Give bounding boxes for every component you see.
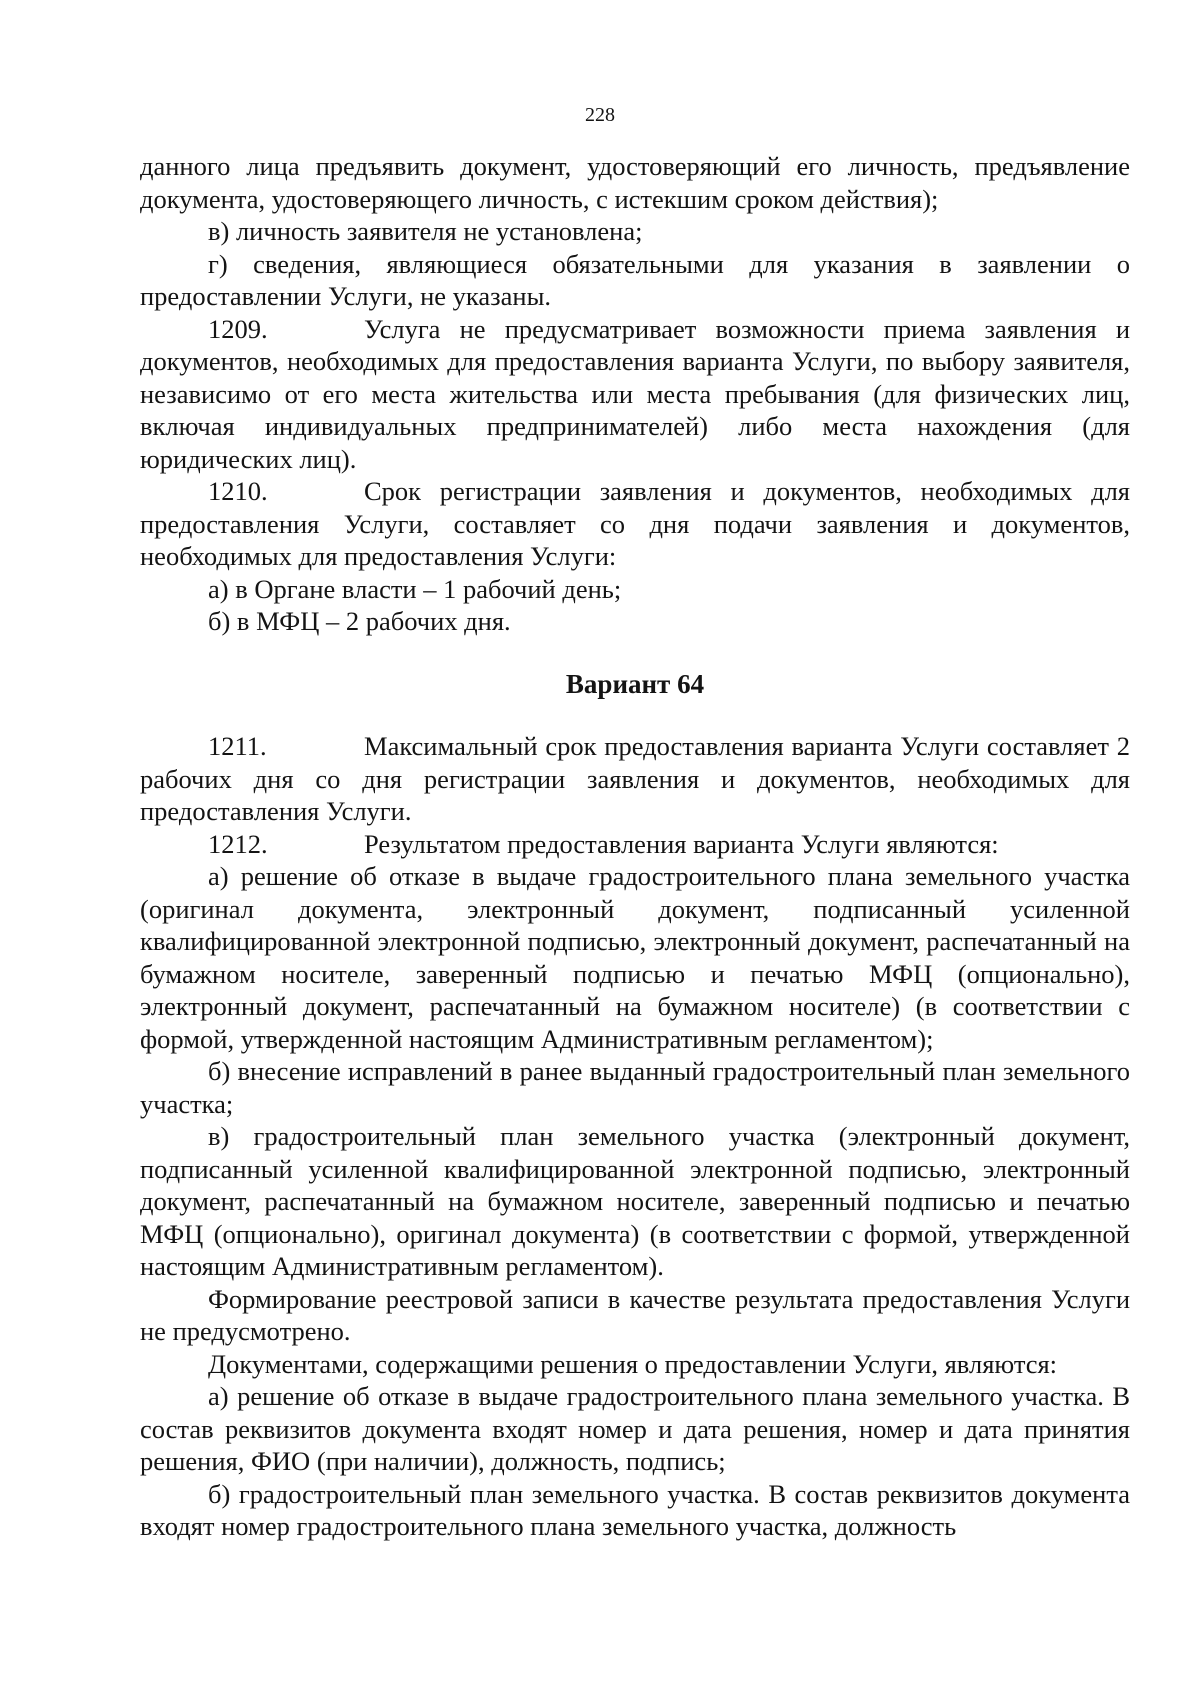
paragraph-text: Результатом предоставления варианта Услуги являются: [364, 828, 999, 859]
paragraph: Формирование реестровой записи в качестве результата предоставления Услуги не предусмотрено. [140, 1283, 1130, 1346]
paragraph: Документами, содержащими решения о предоставлении Услуги, являются: [208, 1348, 1058, 1379]
paragraph-text: Максимальный срок предоставления варианта Услуги составляет 2 рабочих дня со дня регистрации заявления и документов, необходимых для предоставления Услуги. [140, 731, 1130, 826]
paragraph: данного лица предъявить документ, удостоверяющий его личность, предъявление документа, удостоверяющего личность, с истекшим сроком действия); [140, 151, 1130, 214]
paragraph-text: Срок регистрации заявления и документов, необходимых для предоставления Услуги, составляет со дня подачи заявления и документов, необходимых для предоставления Услуги: [140, 476, 1130, 571]
paragraph: б) внесение исправлений в ранее выданный градостроительный план земельного участка; [140, 1056, 1130, 1119]
paragraph-text: Услуга не предусматривает возможности приема заявления и документов, необходимых для предоставления варианта Услуги, по выбору заявителя, независимо от его места жительства или места пребывания (для физических лиц, включая индивидуальных предпринимателей) либо места нахождения (для юридических лиц). [140, 313, 1130, 474]
numbered-paragraph [140, 730, 1130, 828]
paragraph: а) решение об отказе в выдаче градостроительного плана земельного участка (оригинал документа, электронный документ, подписанный усиленной квалифицированной электронной подписью, электронный документ, распечатанный на бумажном носителе, заверенный подписью и печатью МФЦ (опционально), электронный документ, распечатанный на бумажном носителе) (в соответствии с формой, утвержденной настоящим Административным регламентом); [140, 861, 1130, 1054]
document-body [140, 150, 1130, 1543]
paragraph: б) градостроительный план земельного участка. В состав реквизитов документа входят номер градостроительного плана земельного участка, должность [140, 1478, 1130, 1541]
paragraph: б) в МФЦ – 2 рабочих дня. [208, 606, 511, 636]
numbered-paragraph [140, 828, 1130, 861]
section-heading: Вариант 64 [565, 668, 705, 699]
numbered-paragraph [140, 313, 1130, 476]
page-number: 228 [585, 104, 615, 126]
paragraph: в) градостроительный план земельного участка (электронный документ, подписанный усиленной квалифицированной электронной подписью, электронный документ, распечатанный на бумажном носителе, заверенный подписью и печатью МФЦ (опционально), оригинал документа) (в соответствии с формой, утвержденной настоящим Административным регламентом). [140, 1121, 1130, 1281]
paragraph: а) в Органе власти – 1 рабочий день; [208, 573, 622, 604]
paragraph: а) решение об отказе в выдаче градостроительного плана земельного участка. В состав реквизитов документа входят номер и дата решения, номер и дата принятия решения, ФИО (при наличии), должность, подпись; [140, 1381, 1130, 1476]
paragraph: г) сведения, являющиеся обязательными для указания в заявлении о предоставлении Услуги, не указаны. [140, 248, 1130, 311]
paragraph: в) личность заявителя не установлена; [208, 216, 643, 246]
paragraph-number: 1209. [208, 313, 268, 344]
paragraph-number: 1211. [208, 731, 267, 761]
paragraph-number: 1210. [208, 476, 268, 506]
paragraph-number: 1212. [208, 828, 268, 859]
numbered-paragraph [140, 475, 1130, 573]
